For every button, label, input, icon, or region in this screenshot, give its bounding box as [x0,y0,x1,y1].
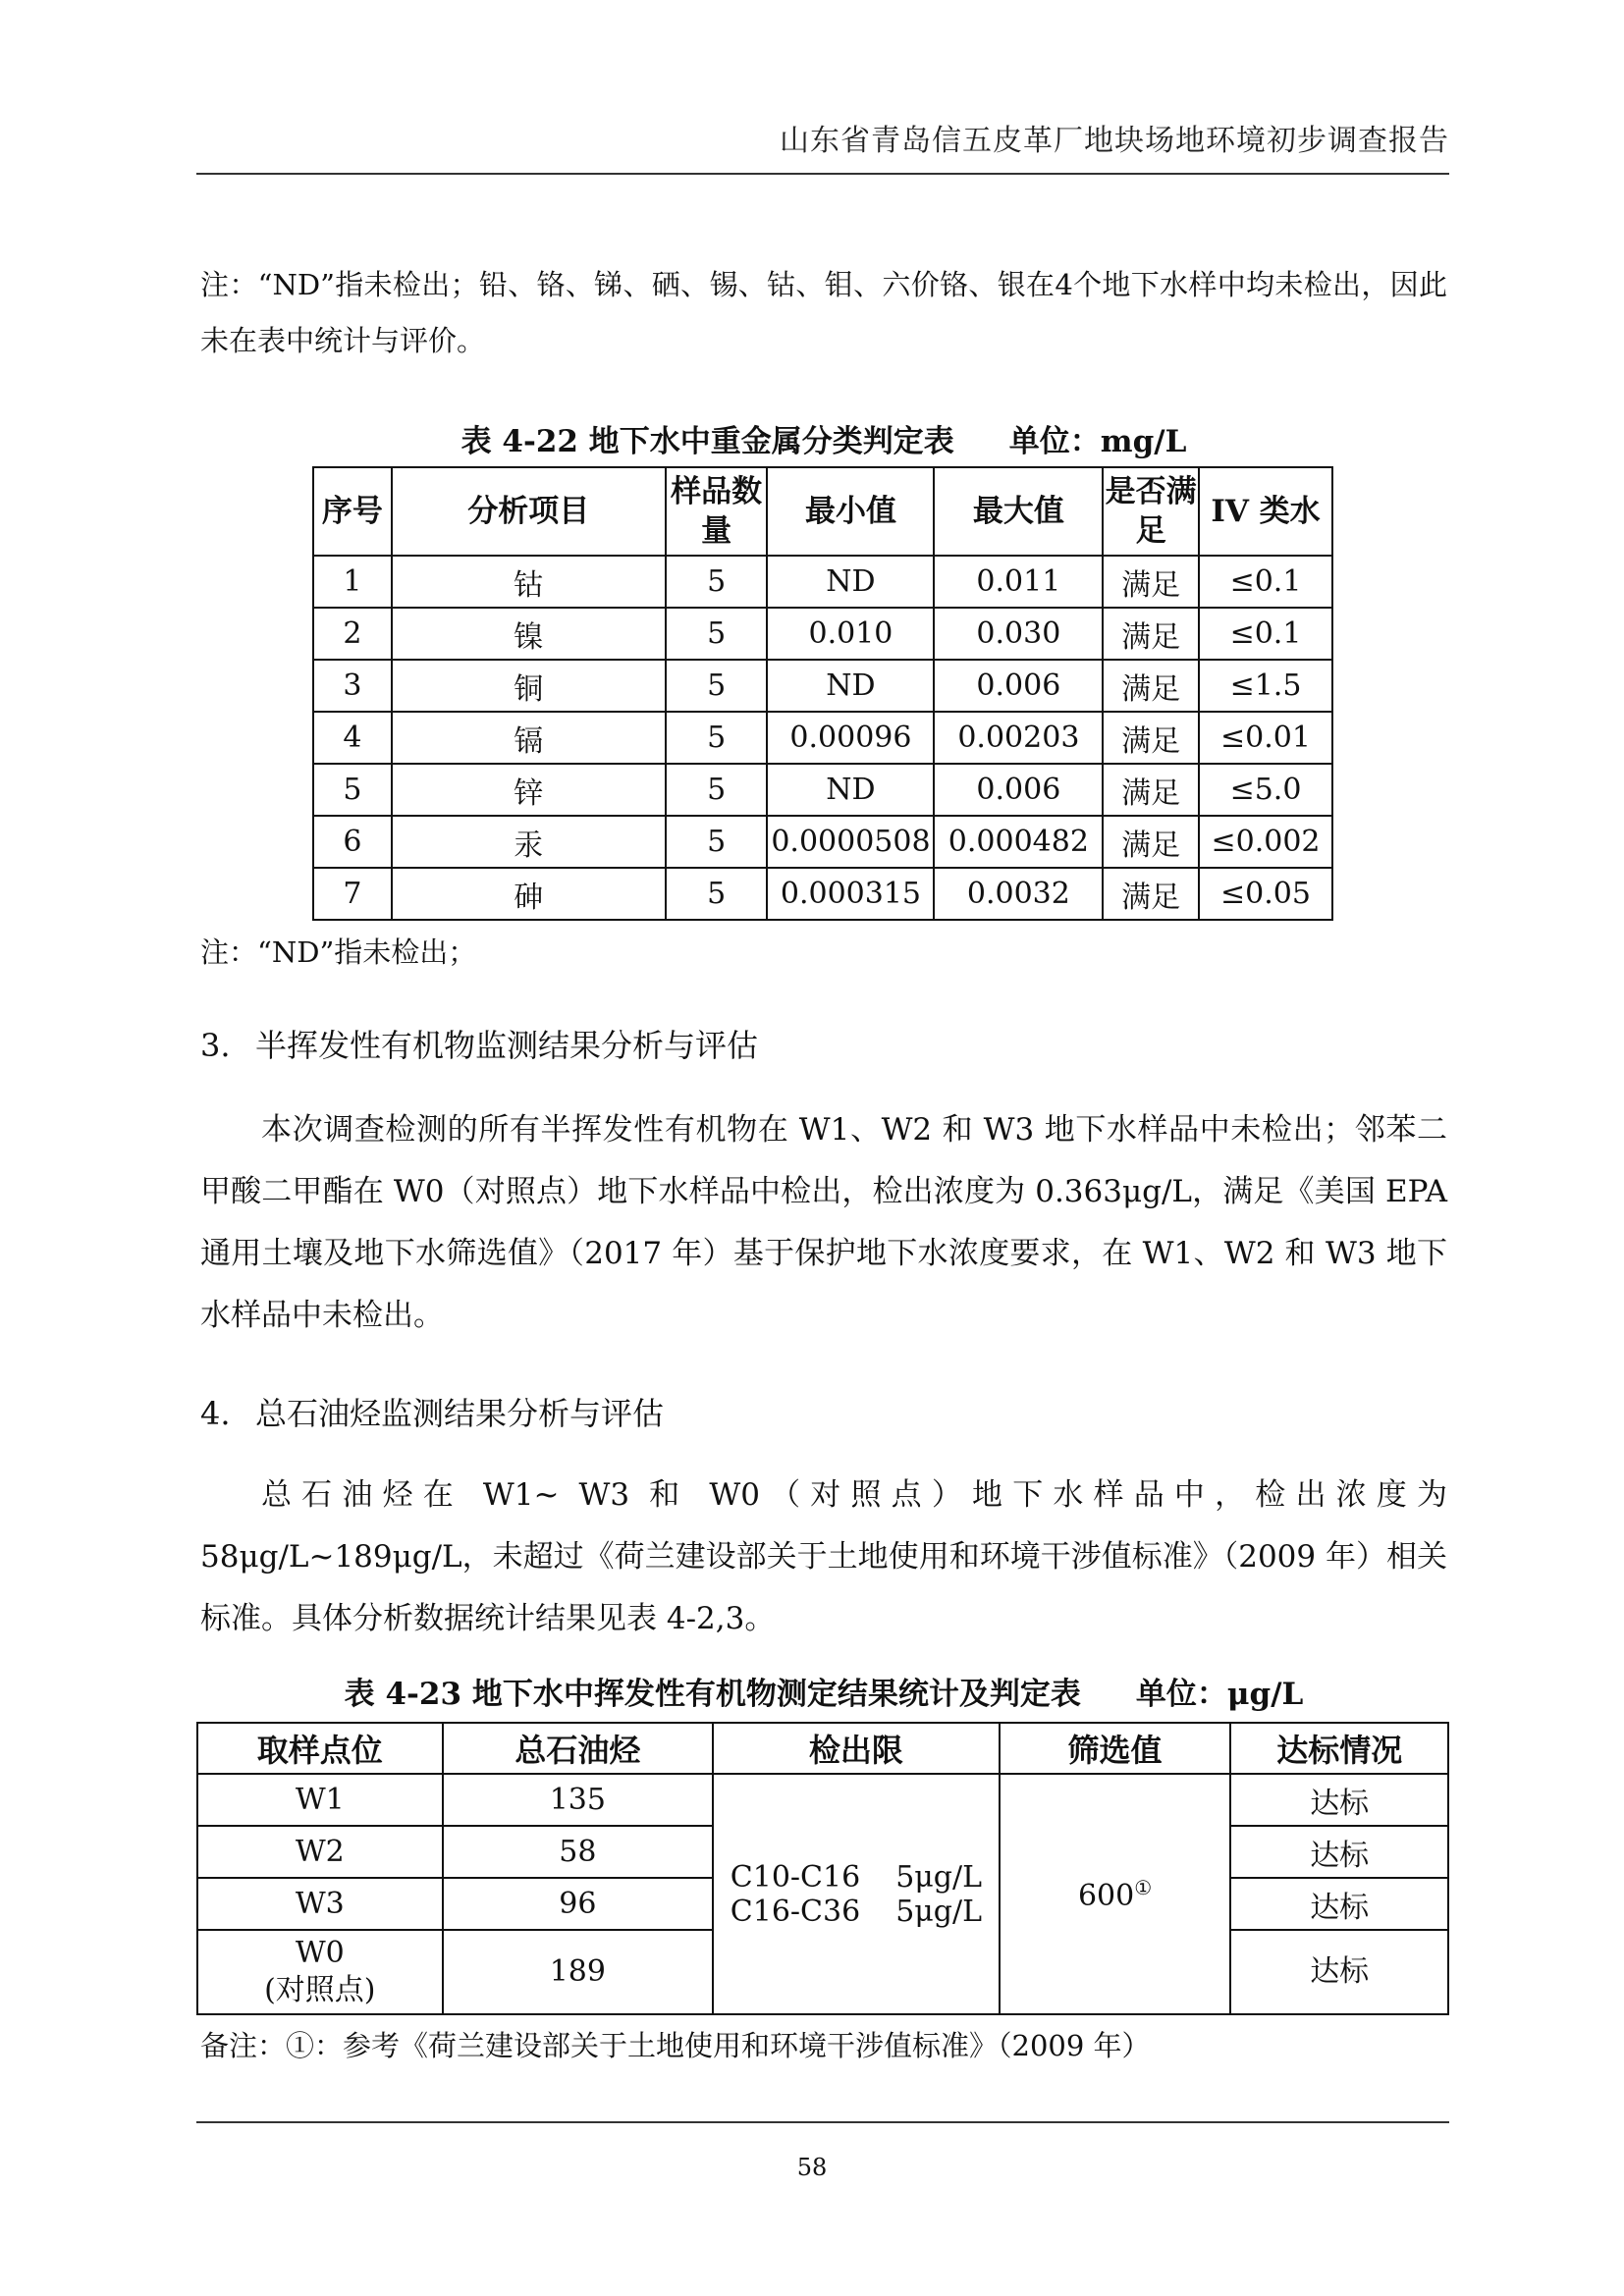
limit-line [714,1895,999,1929]
table23-caption-unit: 单位：μg/L [1135,1677,1304,1712]
table-cell: 5 [666,764,768,816]
table-cell: 0.00203 [934,712,1103,764]
table-cell: 镍 [392,608,666,660]
table-cell: ND [767,556,934,608]
table-row [313,868,1332,920]
table22-header-row [313,467,1332,556]
table-cell: 2 [313,608,392,660]
table-cell: 钴 [392,556,666,608]
table23-header-screening: 筛选值 [1000,1723,1231,1774]
table22-header-item: 分析项目 [392,467,666,556]
limit-value: 5μg/L [895,1894,983,1929]
value-cell: 58 [443,1826,714,1878]
table-cell: ≤0.1 [1199,556,1332,608]
section4-number: 4. [200,1395,231,1432]
table-cell: 0.00096 [767,712,934,764]
page-header-title: 山东省青岛信五皮革厂地块场地环境初步调查报告 [780,124,1449,158]
section4-body: 总石油烃在 W1~ W3 和 W0（对照点）地下水样品中，检出浓度为 58μg/L~189μg/L，未超过《荷兰建设部关于土地使用和环境干涉值标准》（2009 年）相关标准。具体分析数据统计结果见表 4-2,3。 [200,1477,1447,1636]
table-cell: ≤0.01 [1199,712,1332,764]
table-cell: 5 [313,764,392,816]
table23-header-value: 总石油烃 [443,1723,714,1774]
table-cell: 锌 [392,764,666,816]
table22-header-count: 样品数量 [666,467,768,556]
limit-line [714,1860,999,1895]
table-cell: 0.011 [934,556,1103,608]
table-cell: 0.0032 [934,868,1103,920]
table-cell: 满足 [1103,868,1199,920]
screening-value: 600 [1077,1878,1135,1913]
section3-body: 本次调查检测的所有半挥发性有机物在 W1、W2 和 W3 地下水样品中未检出；邻苯二甲酸二甲酯在 W0（对照点）地下水样品中检出，检出浓度为 0.363μg/L，满足《美国 EPA 通用土壤及地下水筛选值》（2017 年）基于保护地下水浓度要求，在 W1、W2 和 W3 地下水样品中未检出。 [200,1112,1447,1333]
section4-title: 总石油烃监测结果分析与评估 [255,1395,665,1432]
screening-value-cell [1000,1774,1231,2014]
site-cell: W1 [197,1774,443,1826]
table22-header-index: 序号 [313,467,392,556]
table23-header-limit: 检出限 [713,1723,1000,1774]
status-cell: 达标 [1230,1930,1448,2014]
table-cell: 0.030 [934,608,1103,660]
table23-header-status: 达标情况 [1230,1723,1448,1774]
table23-header-row [197,1723,1448,1774]
table22-caption-unit: 单位：mg/L [1008,424,1187,459]
table22-header-meets: 是否满足 [1103,467,1199,556]
section4-heading [200,1389,664,1434]
table-cell: 铜 [392,660,666,712]
table-cell: 5 [666,608,768,660]
table23-caption-title: 表 4-23 地下水中挥发性有机物测定结果统计及判定表 [344,1677,1081,1712]
table22-header-standard: IV 类水 [1199,467,1332,556]
table-row [313,712,1332,764]
header-divider [196,173,1449,175]
table-row [313,816,1332,868]
site-cell [197,1930,443,2014]
section3-heading [200,1021,758,1066]
section3-number: 3. [200,1027,231,1064]
table-cell: ≤1.5 [1199,660,1332,712]
detection-limit-cell [713,1774,1000,2014]
table-cell: 满足 [1103,608,1199,660]
table-cell: ≤0.002 [1199,816,1332,868]
table-cell: ND [767,660,934,712]
table23-caption [200,1669,1447,1713]
site-cell: W2 [197,1826,443,1878]
table-cell: 5 [666,556,768,608]
heavy-metal-table [312,466,1333,921]
table-cell: 5 [666,660,768,712]
site-name: W0 [295,1936,345,1970]
table-cell: 1 [313,556,392,608]
table22-caption-title: 表 4-22 地下水中重金属分类判定表 [460,424,954,459]
table-cell: 0.000482 [934,816,1103,868]
value-cell: 135 [443,1774,714,1826]
table-cell: ND [767,764,934,816]
value-cell: 189 [443,1930,714,2014]
limit-range: C16-C36 [730,1894,861,1929]
table-row [197,1774,1448,1826]
table-cell: 0.0000508 [767,816,934,868]
screening-footnote-mark: ① [1134,1875,1153,1899]
table-cell: 5 [666,816,768,868]
table-cell: ≤0.1 [1199,608,1332,660]
intro-note: 注：“ND”指未检出；铅、铬、锑、硒、锡、钴、钼、六价铬、银在4个地下水样中均未检出，因此未在表中统计与评价。 [200,268,1447,357]
limit-value: 5μg/L [895,1859,983,1895]
site-subtitle: (对照点) [264,1973,376,2007]
table-cell: 0.006 [934,764,1103,816]
table22-caption [200,416,1447,460]
table-cell: 5 [666,868,768,920]
table-cell: 汞 [392,816,666,868]
table-cell: 6 [313,816,392,868]
table-cell: 满足 [1103,660,1199,712]
table-row [313,764,1332,816]
table-cell: 满足 [1103,712,1199,764]
petroleum-hydrocarbon-table [196,1722,1449,2015]
table22-note: 注：“ND”指未检出； [200,935,477,969]
table-cell: ≤5.0 [1199,764,1332,816]
table23-header-site: 取样点位 [197,1723,443,1774]
status-cell: 达标 [1230,1826,1448,1878]
table-cell: 砷 [392,868,666,920]
table-row [313,660,1332,712]
table-cell: 4 [313,712,392,764]
site-cell: W3 [197,1878,443,1930]
value-cell: 96 [443,1878,714,1930]
table-cell: 0.006 [934,660,1103,712]
table-row [313,608,1332,660]
table-cell: 满足 [1103,556,1199,608]
table-cell: 3 [313,660,392,712]
section3-title: 半挥发性有机物监测结果分析与评估 [255,1027,759,1064]
table-cell: 0.010 [767,608,934,660]
table-row [313,556,1332,608]
page-number: 58 [796,2154,828,2181]
table-cell: 5 [666,712,768,764]
status-cell: 达标 [1230,1878,1448,1930]
status-cell: 达标 [1230,1774,1448,1826]
table22-header-min: 最小值 [767,467,934,556]
table-cell: 镉 [392,712,666,764]
table-cell: ≤0.05 [1199,868,1332,920]
footer-divider [196,2121,1449,2123]
table23-note: 备注：①：参考《荷兰建设部关于土地使用和环境干涉值标准》（2009 年） [200,2029,1151,2062]
table-cell: 7 [313,868,392,920]
table-cell: 满足 [1103,764,1199,816]
table22-header-max: 最大值 [934,467,1103,556]
table-cell: 满足 [1103,816,1199,868]
limit-range: C10-C16 [730,1859,861,1895]
table-cell: 0.000315 [767,868,934,920]
